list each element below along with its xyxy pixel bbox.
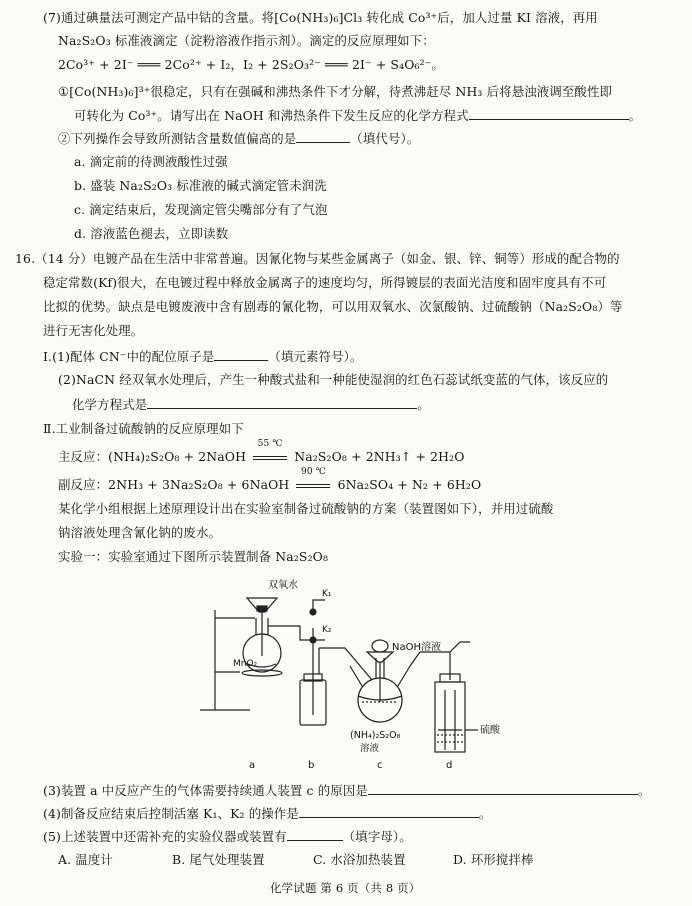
q16-part5-answer-blank[interactable]: [287, 828, 343, 841]
q15-option-a: a. 滴定前的待测液酸性过强: [74, 154, 228, 169]
page-footer: 化学试题 第 6 页（共 8 页）: [270, 881, 421, 895]
q16-part1-hint: （填元素符号）。: [268, 349, 363, 364]
q16-part1-answer-blank[interactable]: [214, 348, 268, 361]
q16-intro-line1: 16.（14 分）电镀产品在生活中非常普遍。因氰化物与某些金属离子（如金、银、锌、铜等）形成的配合物的: [15, 251, 620, 266]
apparatus-a: [200, 598, 325, 710]
label-c: c: [377, 760, 383, 771]
q16-part1-text: Ⅰ.(1)配体 CN⁻中的配位原子是: [43, 349, 215, 364]
q15-option-b: b. 盛装 Na₂S₂O₃ 标准液的碱式滴定管未润洗: [74, 178, 327, 193]
q15-sub1-answer-blank[interactable]: [469, 107, 629, 120]
q16-part5: [43, 828, 412, 845]
q16-part2-answer-blank[interactable]: [147, 396, 417, 409]
main-reaction-reactants: 主反应：(NH₄)₂S₂O₈ + 2NaOH: [58, 449, 247, 464]
q16-part4-text: (4)制备反应结束后控制活塞 K₁、K₂ 的操作是: [43, 806, 299, 821]
q16-scheme-line2: 钠溶液处理含氰化钠的废水。: [58, 525, 222, 540]
q16-part5-text: (5)上述装置中还需补充的实验仪器或装置有: [43, 829, 287, 844]
label-solution: 溶液: [360, 743, 380, 754]
q15-option-d: d. 溶液蓝色褪去，立即读数: [74, 226, 229, 241]
q16-scheme-line1: 某化学小组根据上述原理设计出在实验室制备过硫酸钠的方案（装置图如下），并用过硫酸: [58, 501, 554, 516]
q16-main-reaction: [58, 439, 465, 465]
q16-choice-a: A. 温度计: [58, 852, 113, 867]
label-k2: K₂: [322, 625, 332, 635]
q16-part4-answer-blank[interactable]: [299, 805, 479, 818]
q16-part4: [43, 805, 491, 822]
label-ammonium-persulfate: (NH₄)₂S₂O₈: [350, 730, 401, 741]
q16-part3: [43, 782, 650, 799]
label-sulfuric-acid: 硫酸: [480, 725, 500, 736]
q15-part7-line2: Na₂S₂O₃ 标准液滴定（淀粉溶液作指示剂）。滴定的反应原理如下：: [58, 33, 435, 48]
q16-part2-line1: (2)NaCN 经双氧水处理后，产生一种酸式盐和一种能使湿润的红色石蕊试纸变蓝的气体，该反应的: [58, 372, 609, 387]
main-reaction-products: Na₂S₂O₈ + 2NH₃↑ + 2H₂O: [294, 449, 465, 464]
q16-intro-line3: 比拟的优势。缺点是电镀废液中含有剧毒的氰化物，可以用双氧水、次氯酸钠、过硫酸钠（Na₂S₂O₈）等: [43, 299, 623, 314]
q15-sub2-text: ②下列操作会导致所测钴含量数值偏高的是: [58, 131, 297, 146]
label-hydrogen-peroxide: 双氧水: [268, 580, 298, 591]
q15-sub2-hint: （填代号）。: [350, 131, 420, 146]
q16-part3-period: 。: [637, 783, 651, 798]
q16-part2-period: 。: [417, 397, 430, 412]
q16-section2-heading: Ⅱ.工业制备过硫酸钠的反应原理如下: [43, 421, 244, 436]
q16-part1: [43, 348, 363, 365]
q16-intro-line4: 进行无害化处理。: [43, 323, 144, 338]
q15-sub1-text: 可转化为 Co³⁺。请写出在 NaOH 和沸热条件下发生反应的化学方程式: [74, 108, 469, 123]
q16-part4-period: 。: [478, 806, 492, 821]
q16-choice-d: D. 环形搅拌棒: [453, 852, 534, 867]
q15-reaction-equation: 2Co³⁺ + 2I⁻ ═══ 2Co²⁺ + I₂，I₂ + 2S₂O₃²⁻ ═══ 2I⁻ + S₄O₆²⁻。: [58, 57, 444, 72]
q15-option-c: c. 滴定结束后，发现滴定管尖嘴部分有了气泡: [74, 202, 328, 217]
label-mno2: MnO₂: [233, 659, 258, 669]
label-d: d: [446, 760, 453, 771]
q15-sub1-line2: [74, 107, 641, 124]
q15-sub2-answer-blank[interactable]: [296, 130, 350, 143]
label-naoh-solution: NaOH溶液: [392, 642, 441, 653]
apparatus-diagram: [0, 570, 692, 780]
main-reaction-condition: 55 ℃: [257, 439, 283, 449]
q15-sub2: [58, 130, 419, 147]
q16-part3-text: (3)装置 a 中反应产生的气体需要持续通人装置 c 的原因是: [43, 783, 368, 798]
main-reaction-arrow: [250, 439, 290, 465]
q16-experiment1: 实验一：实验室通过下图所示装置制备 Na₂S₂O₈: [58, 549, 329, 564]
q16-part2-line2: [72, 396, 430, 413]
q16-side-reaction: [58, 467, 482, 493]
q16-choice-c: C. 水浴加热装置: [313, 852, 406, 867]
apparatus-b: [300, 600, 372, 725]
label-a: a: [249, 760, 256, 771]
q15-sub1-line1: ①[Co(NH₃)₆]³⁺很稳定，只有在强碱和沸热条件下才分解，待煮沸赶尽 NH₃ 后将悬浊液调至酸性即: [58, 84, 613, 99]
q16-intro-line2: 稳定常数(Kf)很大，在电镀过程中释放金属离子的速度均匀，所得镀层的表面光洁度和固牢度具有不可: [43, 275, 607, 290]
side-reaction-reactants: 副反应：2NH₃ + 3Na₂S₂O₈ + 6NaOH: [58, 477, 290, 492]
q15-sub1-period: 。: [628, 108, 642, 123]
q16-part5-hint: （填字母）。: [342, 829, 412, 844]
q16-choice-b: B. 尾气处理装置: [172, 852, 265, 867]
side-reaction-condition: 90 ℃: [300, 467, 326, 477]
side-reaction-products: 6Na₂SO₄ + N₂ + 6H₂O: [337, 477, 482, 492]
side-reaction-arrow: [293, 467, 333, 493]
label-b: b: [308, 760, 315, 771]
label-k1: K₁: [322, 589, 332, 599]
q16-part2-text: 化学方程式是: [72, 397, 148, 412]
q16-part3-answer-blank[interactable]: [368, 782, 638, 795]
q15-part7-line1: (7)通过碘量法可测定产品中钴的含量。将[Co(NH₃)₆]Cl₃ 转化成 Co³⁺后，加人过量 KI 溶液，再用: [43, 10, 598, 25]
